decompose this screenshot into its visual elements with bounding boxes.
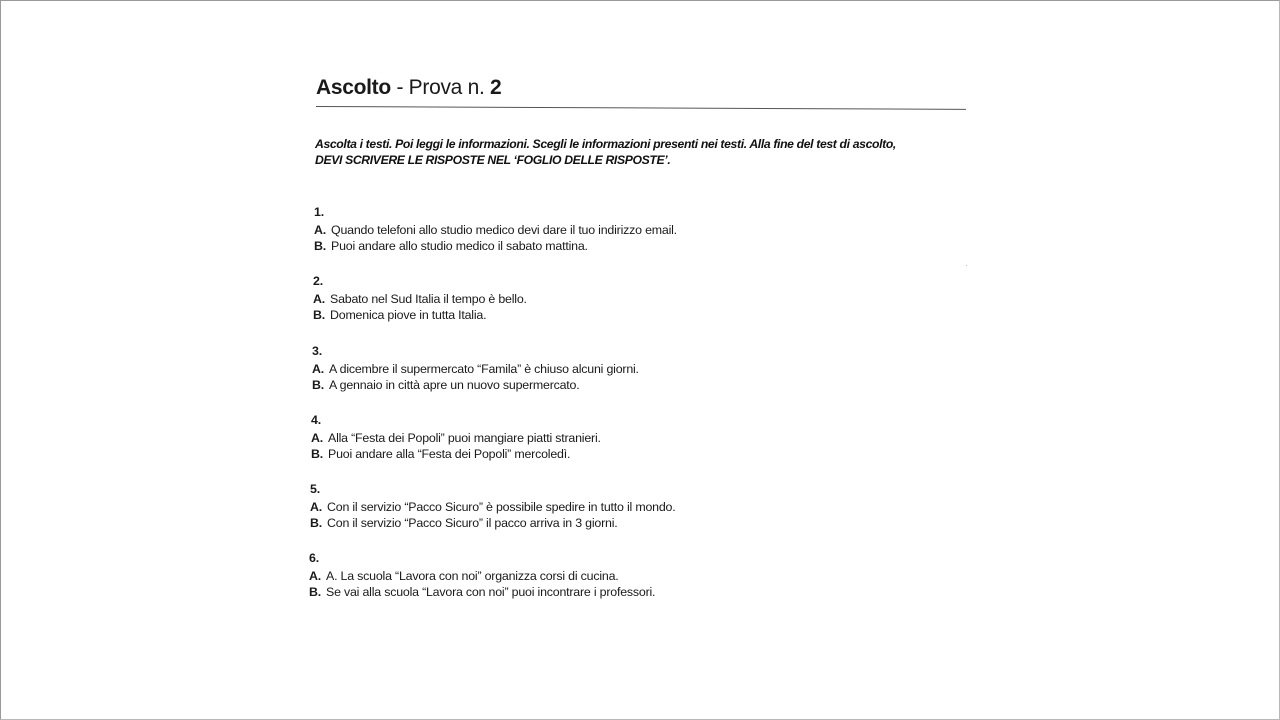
question-3: [312, 343, 639, 394]
question-number: 5.: [310, 482, 320, 496]
option-text: Con il servizio “Pacco Sicuro” il pacco arriva in 3 giorni.: [327, 516, 618, 530]
option-a: [311, 430, 601, 447]
title-test-label: - Prova n.: [390, 76, 491, 99]
option-text: A. La scuola “Lavora con noi” organizza corsi di cucina.: [326, 568, 619, 583]
option-text: Alla “Festa dei Popoli” puoi mangiare piatti stranieri.: [328, 430, 601, 445]
instructions: [315, 136, 975, 168]
option-letter: B.: [311, 447, 323, 461]
option-a: [310, 499, 675, 516]
question-5: [310, 481, 675, 532]
question-2: [313, 273, 527, 324]
title-test-number: 2: [490, 76, 502, 99]
option-letter: B.: [312, 378, 324, 392]
question-4: [311, 412, 601, 463]
option-text: Se vai alla scuola “Lavora con noi” puoi incontrare i professori.: [326, 585, 656, 599]
option-a: [314, 222, 677, 239]
option-b: [314, 238, 677, 255]
option-text: Con il servizio “Pacco Sicuro” è possibile spedire in tutto il mondo.: [327, 499, 676, 514]
option-letter: B.: [309, 585, 321, 599]
option-a: [313, 291, 527, 308]
question-number: 4.: [311, 413, 321, 427]
option-a: [312, 361, 639, 378]
question-number: 2.: [313, 274, 323, 288]
option-letter: A.: [310, 499, 322, 514]
option-letter: B.: [313, 308, 325, 322]
option-letter: A.: [312, 361, 324, 376]
question-number: 1.: [314, 205, 324, 219]
option-text: Puoi andare alla “Festa dei Popoli” mercoledì.: [328, 447, 571, 461]
option-b: [309, 584, 655, 601]
question-1: [314, 204, 677, 255]
option-text: Domenica piove in tutta Italia.: [330, 308, 487, 322]
option-b: [311, 446, 601, 463]
option-text: Quando telefoni allo studio medico devi dare il tuo indirizzo email.: [331, 222, 677, 237]
title-section: Ascolto: [316, 76, 391, 99]
option-b: [310, 515, 675, 532]
option-letter: B.: [314, 239, 326, 253]
option-a: [309, 568, 655, 585]
option-letter: A.: [313, 291, 325, 306]
scan-speck: [966, 265, 967, 266]
option-text: Puoi andare allo studio medico il sabato mattina.: [331, 239, 588, 253]
option-b: [313, 307, 527, 324]
question-6: [309, 550, 655, 601]
option-text: A dicembre il supermercato “Famila” è chiuso alcuni giorni.: [329, 361, 639, 376]
question-number: 3.: [312, 344, 322, 358]
instructions-line-1: Ascolta i testi. Poi leggi le informazioni. Scegli le informazioni presenti nei testi. Alla fine del test di ascolto,: [315, 137, 896, 151]
question-number: 6.: [309, 551, 319, 565]
option-b: [312, 377, 639, 394]
option-text: A gennaio in città apre un nuovo supermercato.: [329, 378, 580, 392]
page-title: [316, 76, 501, 100]
option-letter: B.: [310, 516, 322, 530]
option-letter: A.: [311, 430, 323, 445]
option-letter: A.: [314, 222, 326, 237]
instructions-line-2: DEVI SCRIVERE LE RISPOSTE NEL ‘FOGLIO DELLE RISPOSTE’.: [315, 153, 671, 167]
option-letter: A.: [309, 568, 321, 583]
option-text: Sabato nel Sud Italia il tempo è bello.: [330, 291, 527, 306]
